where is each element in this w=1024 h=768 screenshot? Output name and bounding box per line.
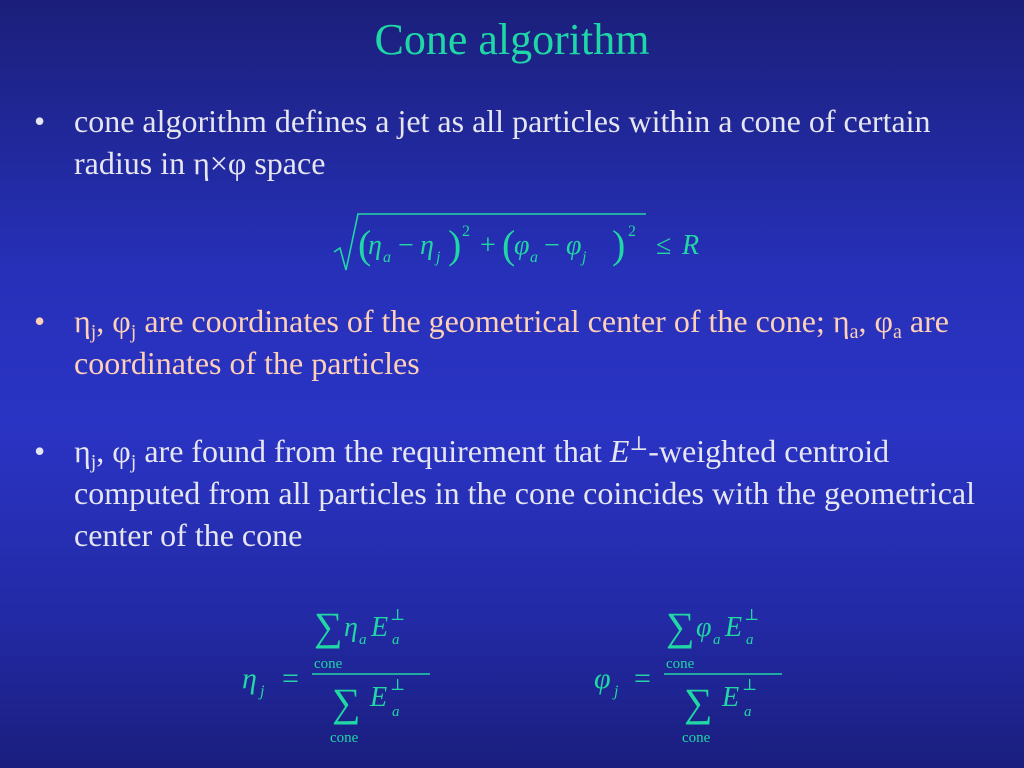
subscript-a: a — [392, 704, 400, 720]
sum-subscript-cone: cone — [330, 730, 359, 746]
subscript-a: a — [892, 321, 902, 343]
separator: , — [96, 433, 113, 469]
minus-sign: − — [398, 230, 414, 261]
sum-subscript-cone: cone — [314, 656, 343, 672]
subscript-j: j — [130, 451, 137, 473]
sum-sign: ∑ — [684, 680, 713, 725]
symbol-phi: φ — [566, 230, 582, 261]
symbol-phi: φ — [514, 230, 530, 261]
subscript-j: j — [90, 451, 97, 473]
subscript-a: a — [746, 632, 754, 648]
bullet-marker: • — [34, 303, 46, 339]
subscript-j: j — [582, 249, 587, 266]
subscript-a: a — [849, 321, 859, 343]
close-paren: ) — [448, 222, 462, 267]
symbol-E: E — [722, 682, 740, 713]
text-part: are coordinates of the particles — [74, 303, 949, 381]
slide-title: Cone algorithm — [374, 15, 650, 64]
subscript-j: j — [90, 321, 97, 343]
symbol-R: R — [682, 230, 700, 261]
superscript-perp: ⊥ — [744, 607, 760, 624]
close-paren: ) — [612, 222, 626, 267]
exponent-2: 2 — [462, 223, 470, 240]
open-paren: ( — [502, 222, 516, 267]
minus-sign: − — [544, 230, 560, 261]
symbol-eta: η — [242, 662, 257, 695]
symbol-E: E — [370, 682, 388, 713]
sum-sign: ∑ — [666, 604, 695, 649]
exponent-2: 2 — [628, 223, 636, 240]
symbol-eta: η — [420, 230, 434, 261]
plus-sign: + — [480, 230, 496, 261]
subscript-a: a — [392, 632, 400, 648]
eta-centroid-equation — [232, 596, 492, 756]
subscript-j: j — [436, 249, 441, 266]
bullet-marker: • — [34, 103, 46, 139]
separator: , — [858, 303, 875, 339]
symbol-phi: φ — [112, 433, 131, 469]
separator: , — [96, 303, 113, 339]
symbol-E: E — [609, 433, 630, 469]
open-paren: ( — [358, 222, 372, 267]
leq-sign: ≤ — [656, 230, 672, 261]
symbol-E: E — [371, 612, 389, 643]
text-part: are found from the requirement that — [136, 433, 610, 469]
equals-sign: = — [282, 662, 299, 695]
phi-centroid-equation — [584, 596, 844, 756]
symbol-eta: η — [832, 303, 850, 339]
subscript-a: a — [713, 632, 721, 648]
superscript-perp: ⊥ — [390, 677, 406, 694]
subscript-a: a — [383, 249, 391, 266]
text-part: -weighted centroid computed from all particles in the cone coincides with the geometrical center of the cone — [74, 433, 976, 553]
bullet-marker: • — [34, 433, 46, 469]
subscript-a: a — [744, 704, 752, 720]
subscript-a: a — [530, 249, 538, 266]
superscript-perp: ⊥ — [390, 607, 406, 624]
symbol-eta: η — [74, 433, 91, 469]
superscript-perp: ⊥ — [742, 677, 758, 694]
symbol-eta: η — [368, 230, 382, 261]
sum-subscript-cone: cone — [666, 656, 695, 672]
symbol-eta: η — [74, 303, 91, 339]
bullet-text — [74, 300, 994, 384]
cone-radius-equation — [330, 210, 730, 274]
symbol-phi: φ — [594, 662, 611, 695]
superscript-perp: ⊥ — [629, 433, 649, 455]
symbol-eta: η — [344, 612, 358, 643]
sum-sign: ∑ — [332, 680, 361, 725]
subscript-j: j — [130, 321, 137, 343]
sum-sign: ∑ — [314, 604, 343, 649]
subscript-a: a — [359, 632, 367, 648]
subscript-j: j — [260, 683, 265, 700]
text-part: are coordinates of the geometrical center of the cone; — [136, 303, 833, 339]
bullet-text — [74, 430, 994, 556]
symbol-phi: φ — [696, 612, 712, 643]
bullet-text: cone algorithm defines a jet as all particles within a cone of certain radius in η×φ space — [74, 103, 931, 181]
symbol-E: E — [725, 612, 743, 643]
subscript-j: j — [614, 683, 619, 700]
symbol-phi: φ — [112, 303, 131, 339]
equals-sign: = — [634, 662, 651, 695]
symbol-phi: φ — [874, 303, 893, 339]
sum-subscript-cone: cone — [682, 730, 711, 746]
